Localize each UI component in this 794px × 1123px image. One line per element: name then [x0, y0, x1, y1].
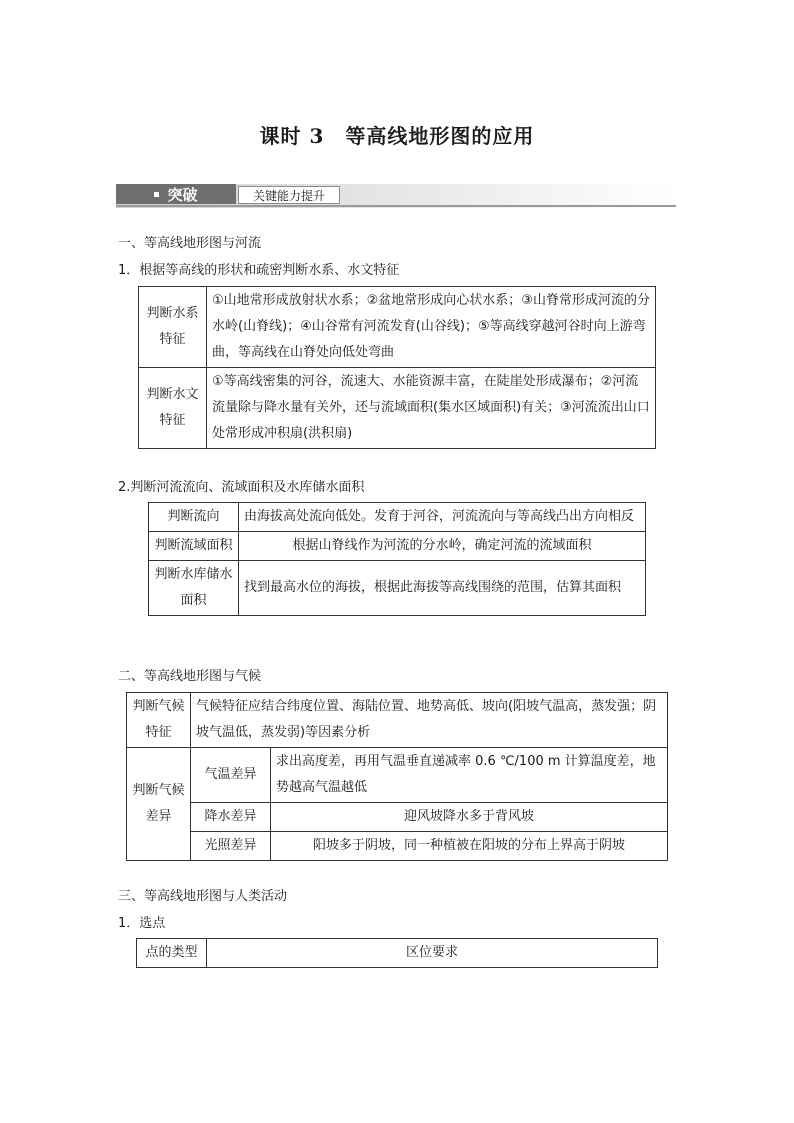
banner-sub-label: 关键能力提升	[238, 186, 340, 204]
row-text: ①山地常形成放射状水系；②盆地常形成向心状水系；③山脊常形成河流的分水岭(山脊线)；④山谷常有河流发育(山谷线)；⑤等高线穿越河谷时向上游弯曲，等高线在山脊处向低处弯曲	[207, 287, 656, 368]
table-row	[127, 832, 668, 861]
row-text: 根据山脊线作为河流的分水岭，确定河流的流域面积	[239, 532, 646, 561]
page-title: 课时 3 等高线地形图的应用	[259, 124, 535, 148]
section1-sub2: 2.判断河流流向、流域面积及水库储水面积	[118, 480, 365, 495]
river-flow-table	[148, 502, 646, 616]
column-header: 区位要求	[207, 939, 658, 968]
section3-sub1: 1．选点	[118, 916, 166, 931]
site-selection-table	[136, 938, 658, 968]
banner-main-label: 突破	[167, 185, 198, 204]
table-row	[149, 532, 646, 561]
row-label: 判断流向	[149, 503, 239, 532]
row-text: ①等高线密集的河谷，流速大、水能资源丰富，在陡崖处形成瀑布；②河流流量除与降水量有关外，还与流域面积(集水区域面积)有关；③河流流出山口处常形成冲积扇(洪积扇)	[207, 368, 656, 449]
row-text: 找到最高水位的海拔，根据此海拔等高线围绕的范围，估算其面积	[239, 561, 646, 616]
sub-label: 光照差异	[191, 832, 271, 861]
climate-table	[126, 692, 668, 861]
section3-heading: 三、等高线地形图与人类活动	[118, 889, 288, 904]
banner-rule	[116, 205, 676, 207]
row-text: 气候特征应结合纬度位置、海陆位置、地势高低、坡向(阳坡气温高，蒸发强；阴坡气温低，蒸发弱)等因素分析	[191, 693, 668, 748]
row-label: 判断流域面积	[149, 532, 239, 561]
table-row	[137, 939, 658, 968]
row-text: 由海拔高处流向低处。发育于河谷，河流流向与等高线凸出方向相反	[239, 503, 646, 532]
row-label: 判断水系特征	[139, 287, 207, 368]
section1-sub1: 1．根据等高线的形状和疏密判断水系、水文特征	[118, 263, 400, 278]
sub-label: 气温差异	[191, 748, 271, 803]
section2-heading: 二、等高线地形图与气候	[118, 669, 262, 684]
table-row	[127, 693, 668, 748]
table-row	[127, 748, 668, 803]
column-header: 点的类型	[137, 939, 207, 968]
section1-heading: 一、等高线地形图与河流	[118, 236, 262, 251]
row-label: 判断气候特征	[127, 693, 191, 748]
square-bullet-icon	[154, 192, 159, 197]
table-row	[149, 503, 646, 532]
row-label: 判断气候差异	[127, 748, 191, 861]
row-label: 判断水库储水面积	[149, 561, 239, 616]
row-text: 阳坡多于阴坡，同一种植被在阳坡的分布上界高于阴坡	[271, 832, 668, 861]
row-text: 求出高度差，再用气温垂直递减率 0.6 ℃/100 m 计算温度差，地势越高气温越低	[271, 748, 668, 803]
table-row	[139, 368, 656, 449]
row-text: 迎风坡降水多于背风坡	[271, 803, 668, 832]
table-row	[127, 803, 668, 832]
row-label: 判断水文特征	[139, 368, 207, 449]
section-banner	[116, 184, 676, 208]
table-row	[149, 561, 646, 616]
table-row	[139, 287, 656, 368]
water-features-table	[138, 286, 656, 449]
banner-main	[116, 184, 236, 204]
sub-label: 降水差异	[191, 803, 271, 832]
